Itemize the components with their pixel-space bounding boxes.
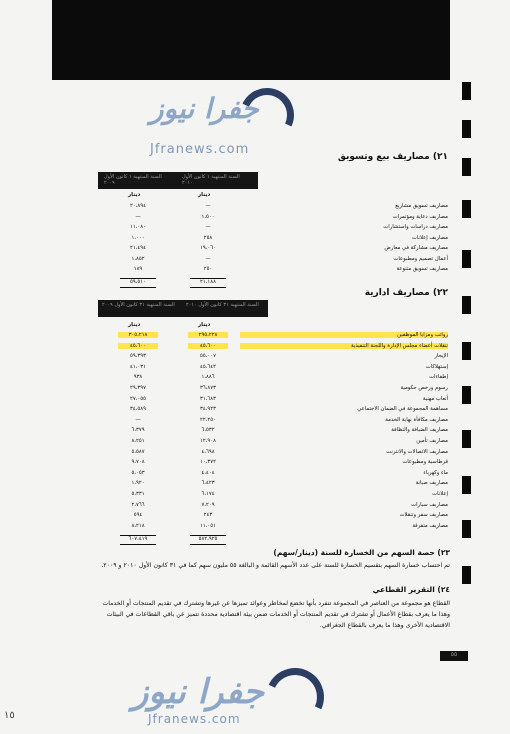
header-col-2009: السنة المنتهية ٣١ كانون الأول ٢٠٠٩ [102,302,175,308]
row-value-2010: ٦،٤٢٣ [201,480,215,487]
row-value-2009: ٤٥،٦٠٠ [118,343,158,349]
row-label: أتعاب مهنية [422,395,448,402]
row-label: ماء وكهرباء [423,469,448,476]
watermark-logo-text: جفرا نيوز [150,92,259,125]
top-black-band [52,0,450,80]
row-value-2009: ٨،٢١٨ [131,522,145,529]
row-value-2009: ٥٩٤ [133,512,143,519]
row-value-2009: ٤١،٠٣١ [130,363,146,370]
row-value-2010: ١،٥٠٠ [201,213,215,220]
row-label: مصاريف دراسات واستشارات [383,224,448,230]
row-value-2010: ٢٩٥،٢٢٨ [188,332,228,338]
row-value-2010: ٤،٦٩٨ [201,448,215,455]
watermark-url: Jfranews.com [150,142,250,157]
margin-mark [462,250,471,268]
row-value-2010: ٤،٤٠٤ [201,469,215,476]
row-value-2009: ٢٠،٨٩٤ [130,203,146,209]
margin-mark [462,476,471,494]
section-24-text: القطاع هو مجموعة من العناصر في المجموعة تنفرد بأنها تخضع لمخاطر وعوائد تميزها عن غيرها وتشترك في تقديم المنتجات أو الخدمات وهذا ما يعرف بقطاع الأعمال أو تشترك في تقديم المنتجات أو الخدمات ضمن بيئة اقتصادية محددة تتميز عن باقي القطاعات في البيئات الاقتصادية الأخرى وهذا ما يعرف بالقطاع الجغرافي. [102,600,450,629]
row-label: مصاريف دعاية ومؤتمرات [392,213,448,220]
row-value-2010: ١٢،٩٠٨ [200,438,216,444]
row-value-2009: — [135,416,141,423]
row-value-2010: ٤٥،٦٠٠ [188,343,228,349]
row-label: مصاريف سيارات [411,501,448,508]
row-label: رسوم ورخص حكومية [400,385,448,391]
row-value-2010: — [205,224,211,230]
section-22-table-header [98,300,268,317]
margin-mark [462,520,471,538]
row-label: إستهلاكات [425,363,448,370]
row-label: تنقلات أعضاء مجلس الإدارة واللجنة التنفيذية [240,343,448,349]
section-21-total-2010: ٢١،١٨٨ [200,279,216,285]
unit-col-2009: دينار [128,322,141,328]
row-value-2010: ٤٥،٦٤٢ [200,363,216,370]
margin-mark [462,296,471,314]
row-label: مصاريف مكافأة نهاية الخدمة [385,416,448,423]
section-22-total-2010: ٥٨٢،٩٢٥ [198,536,218,542]
row-value-2009: ١،٨٥٢ [131,255,145,262]
row-value-2010: — [205,255,211,262]
row-value-2009: ١،٩٢٠ [131,480,145,487]
margin-mark [462,342,471,360]
row-value-2009: ٣٠٥،٢١٨ [118,332,158,338]
row-label: أعمال تصميم ومطبوعات [393,255,448,262]
section-23-title: ٢٣) حصة السهم من الخسارة للسنة (دينار/سهم) [273,548,450,557]
row-value-2009: ٩٣٨ [133,374,143,381]
row-value-2009: ٣٤،٥٨٩ [130,406,146,413]
row-value-2009: ٥،٣٣١ [131,491,145,497]
row-value-2010: ٢٥٨ [203,234,213,241]
total-rule [120,287,156,288]
row-label: مصاريف الضيافة والنظافة [391,427,448,434]
margin-mark [462,158,471,176]
section-21-title: ٢١) مصاريف بيع وتسويق [337,152,448,162]
row-label: مساهمة المجموعة في الضمان الاجتماعي [357,406,448,413]
row-label: مصاريف الاتصالات والانترنت [386,448,448,455]
row-label: مصاريف متفرقة [412,522,448,529]
row-label: رواتب ومزايا الموظفين [240,332,448,338]
row-value-2009: ٦،٣٧٩ [131,427,145,434]
margin-mark [462,430,471,448]
margin-mark [462,120,471,138]
unit-col-2010: دينار [198,322,211,328]
margin-mark [462,82,471,100]
header-col-2009: السنة المنتهية ١ كانون الأول ٢٠٠٩ [104,174,162,186]
row-value-2009: ١٨٩ [133,266,143,272]
row-value-2010: ٧،٢٠٩ [201,501,215,508]
row-value-2009: ٢٩،٣٩٧ [130,385,146,391]
header-col-2010: السنة المنتهية ١ كانون الأول ٢٠١٠ [182,174,240,186]
row-label: قرطاسية ومطبوعات [402,459,448,466]
corner-page-number: ١٥ [4,710,15,721]
row-value-2009: ٢،٧٦٦ [131,501,145,508]
row-label: مصاريف إعلانات [411,234,448,241]
row-value-2009: ١١،٠٨٠ [130,224,146,230]
row-label: مصاريف صيانة [415,480,448,487]
row-label: إعلانات [432,491,448,497]
row-value-2010: ١٠،٣٧٢ [200,459,216,466]
row-value-2009: ١،٠٠٠ [131,234,145,241]
row-value-2010: ٦،٥٣٢ [201,427,215,434]
row-value-2009: ٥،٠٥٣ [131,469,145,476]
row-value-2009: ٢١،٤٩٤ [130,245,146,251]
row-label: إطفاءات [429,374,448,381]
row-value-2009: ٥،٥٨٧ [131,448,145,455]
row-label: الإيجار [434,353,448,360]
row-value-2009: ٥٩،٣٩٣ [130,353,146,360]
watermark-url: Jfranews.com [148,712,241,726]
total-rule [190,287,226,288]
section-23-text: تم احتساب خسارة السهم بتقسيم الخسارة للسنة على عدد الأسهم القائمة و البالغة ٥٥ مليون سهم كما في ٣١ كانون الأول ٢٠١٠ و ٢٠٠٩. [101,562,450,569]
row-value-2010: ٣٦،٨٧٣ [200,385,216,391]
row-label: مصاريف تأمين [416,438,448,444]
section-22-total-2009: ٦٠٧،٤١٩ [128,536,148,542]
row-value-2010: ٢٢،٢٥٠ [200,416,216,423]
row-label: مصاريف تسويق مشاريع [395,203,448,209]
row-value-2010: ٥٥،٠٠٧ [200,353,216,360]
row-value-2010: ٣٤،٩٢٣ [200,406,216,413]
row-value-2010: ٢٤٣ [203,512,213,519]
row-value-2009: ٨،٢٥١ [131,438,145,444]
row-value-2010: ١٩،٠٦٠ [200,245,216,251]
row-value-2009: ٢٧،٠٥٥ [130,395,146,402]
section-21-table-header [98,172,258,189]
header-col-2010: السنة المنتهية ٣١ كانون الأول ٢٠١٠ [186,302,259,308]
row-value-2010: ١١،٠٥١ [200,522,216,529]
row-label: مصاريف تسويق متنوعة [396,266,448,272]
unit-col-2010: دينار [198,192,211,198]
page-number-box: ٥٥ [440,651,468,661]
margin-mark [462,566,471,584]
row-value-2010: ٦،١٧٤ [201,491,215,497]
section-21-total-2009: ٥٩،٥١٠ [130,279,146,285]
total-rule [190,544,226,545]
logo-mark-icon [258,660,332,734]
margin-marks [462,80,476,650]
section-24-title: ٢٤) التقرير القطاعي [372,585,450,594]
row-value-2009: — [135,213,141,220]
total-rule [120,544,156,545]
unit-col-2009: دينار [128,192,141,198]
margin-mark [462,200,471,218]
row-value-2010: ١،٨٨٦ [201,374,215,381]
row-value-2009: ٩،٧٠٨ [131,459,145,466]
row-value-2010: — [205,203,211,209]
section-22-title: ٢٢) مصاريف ادارية [364,288,448,298]
row-label: مصاريف مشاركة في معارض [384,245,448,251]
row-label: مصاريف سفر وتنقلات [399,512,448,519]
margin-mark [462,386,471,404]
row-value-2010: ٢٥٠ [203,266,213,272]
watermark-logo-text: جفرا نيوز [132,672,264,712]
row-value-2010: ٣١،٦٨٣ [200,395,216,402]
